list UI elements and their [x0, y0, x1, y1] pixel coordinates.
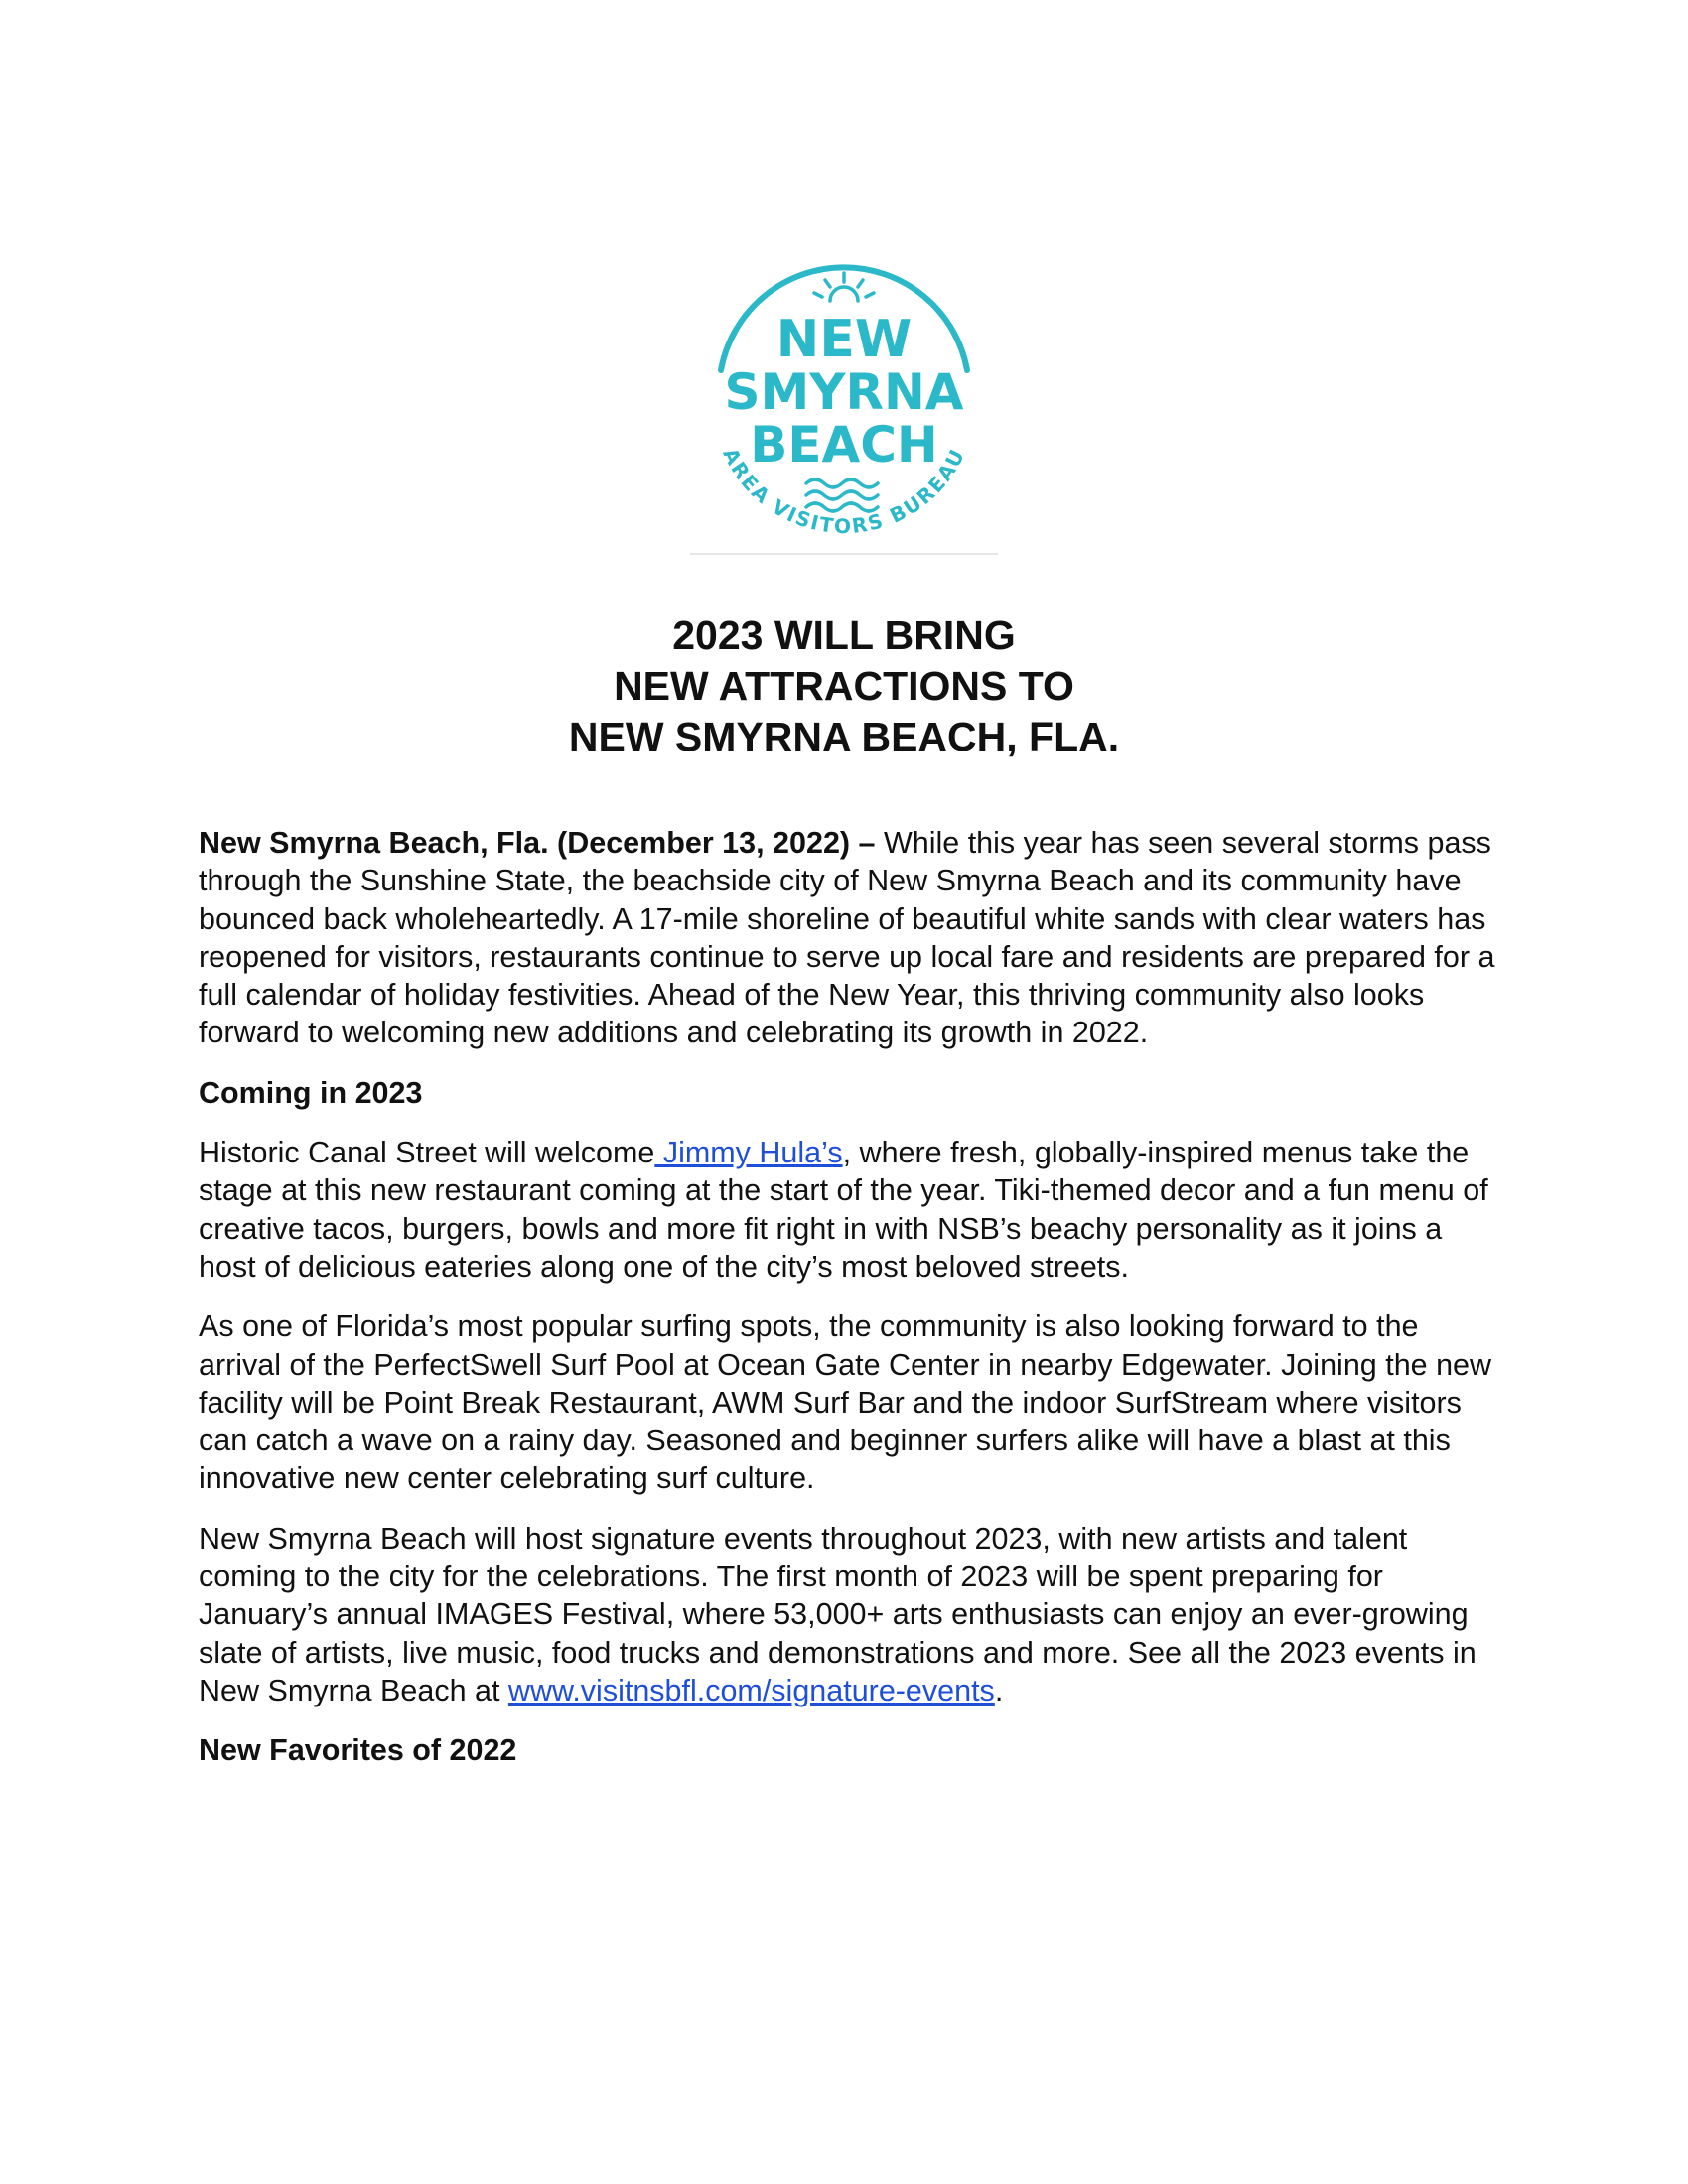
dateline: New Smyrna Beach, Fla. (December 13, 2022) –: [199, 826, 876, 860]
logo-line-smyrna: SMYRNA: [724, 363, 964, 421]
logo-line-new: NEW: [775, 310, 913, 369]
waves-icon: [806, 479, 878, 511]
paragraph-perfectswell: As one of Florida’s most popular surfing spots, the community is also looking forward to the arrival of the PerfectSwell Surf Pool at Ocean Gate Center in nearby Edgewater. Joining the new facility will be Point Break Restaurant, AWM Surf Bar and the indoor SurfStream where visitors can catch a wave on a rainy day. Seasoned and beginner surfers alike will have a blast at this innovative new center celebrating surf culture.: [199, 1309, 1492, 1496]
nsb-logo: [685, 253, 1003, 561]
signature-events-text-before: New Smyrna Beach will host signature events throughout 2023, with new artists and talent coming to the city for the celebrations. The first month of 2023 will be spent preparing for January’s annual IMAGES Festival, where 53,000+ arts enthusiasts can enjoy an ever-growing slate of artists, live music, food trucks and demonstrations and more. See all the 2023 events in New Smyrna Beach at: [199, 1521, 1477, 1707]
jimmy-hulas-text-before: Historic Canal Street will welcome: [199, 1136, 655, 1170]
headline-line-2: NEW ATTRACTIONS TO: [614, 663, 1074, 709]
headline: [0, 611, 1688, 762]
signature-events-text-after: .: [994, 1673, 1004, 1707]
signature-events-link[interactable]: www.visitnsbfl.com/signature-events: [507, 1673, 995, 1707]
logo-arc-text: AREA VISITORS BUREAU: [718, 444, 970, 539]
headline-line-3: NEW SMYRNA BEACH, FLA.: [568, 714, 1120, 759]
paragraph-signature-events: [199, 1520, 1499, 1709]
logo-line-beach: BEACH: [750, 416, 938, 474]
jimmy-hulas-link[interactable]: Jimmy Hula’s: [654, 1136, 843, 1170]
intro-text: While this year has seen several storms pass through the Sunshine State, the beachside city of New Smyrna Beach and its community have bounced back wholeheartedly. A 17-mile shoreline of beautiful white sands with clear waters has reopened for visitors, restaurants continue to serve up local fare and residents are prepared for a full calendar of holiday festivities. Ahead of the New Year, this thriving community also looks forward to welcoming new additions and celebrating its growth in 2022.: [199, 826, 1495, 1050]
jimmy-hulas-text-after: , where fresh, globally-inspired menus take the stage at this new restaurant coming at the start of the year. Tiki-themed decor and a fun menu of creative tacos, burgers, bowls and more fit right in with NSB’s beachy personality as it joins a host of delicious eateries along one of the city’s most beloved streets.: [199, 1136, 1488, 1284]
sun-icon: [814, 273, 874, 301]
intro-paragraph: [199, 824, 1499, 1052]
article-body: [199, 824, 1499, 1792]
section-heading-new-favorites-2022: New Favorites of 2022: [199, 1733, 517, 1768]
paragraph-jimmy-hulas: [199, 1134, 1499, 1286]
headline-line-1: 2023 WILL BRING: [672, 613, 1016, 658]
section-heading-coming-2023: Coming in 2023: [199, 1075, 423, 1110]
nsb-logo-graphic: [685, 253, 1003, 561]
